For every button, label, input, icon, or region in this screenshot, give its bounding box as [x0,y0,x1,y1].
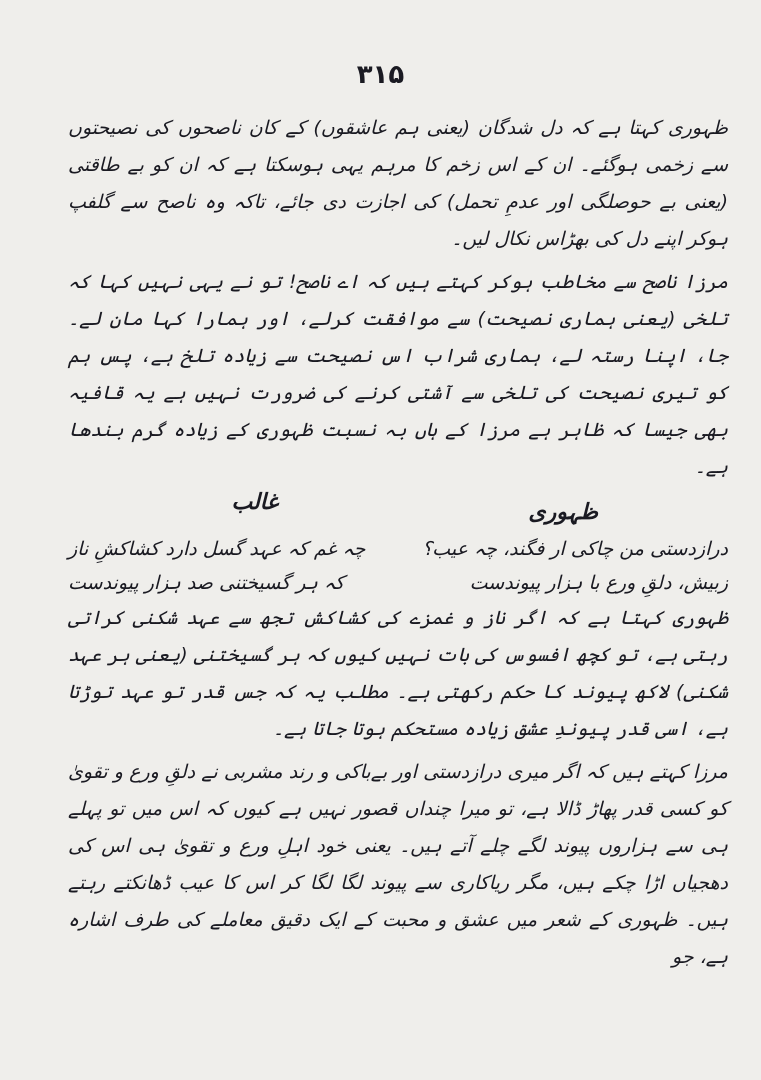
poet-headings [68,492,728,532]
verse-zuhuri: زبیش، دلقِ ورع با ہزار پیوندست [469,572,728,594]
verse-line [68,532,728,566]
paragraph: ظہوری کہتا ہے کہ اگر ناز و غمزے کی کشاکش تجھ سے عہد شکنی کراتی رہتی ہے، تو کچھ افسوس کی بات نہیں کیوں کہ ہر گسیختنی (یعنی ہر عہد شکنی) لاکھ پیوند کا حکم رکھتی ہے۔ مطلب یہ کہ جس قدر تو عہد توڑتا ہے، اسی قدر پیوندِ عشق زیادہ مستحکم ہوتا جاتا ہے۔ [68,607,728,740]
page-number: ۳۱۵ [356,60,405,90]
verse-line [68,566,728,600]
verse-ghalib: چہ غم کہ عہد گسل دارد کشاکشِ ناز [68,538,366,560]
verse-ghalib: کہ ہر گسیختنی صد ہزار پیوندست [68,572,345,594]
heading-zuhuri: ظہوری [528,500,598,525]
page-body [68,110,728,982]
paragraph: ظہوری کہتا ہے کہ دل شدگان (یعنی ہم عاشقوں) کے کان ناصحوں کی نصیحتوں سے زخمی ہوگئے۔ ان کے اس زخم کا مرہم یہی ہوسکتا ہے کہ ان کو بے طاقتی (یعنی بے حوصلگی اور عدمِ تحمل) کی اجازت دی جائے، تاکہ وہ ناصح سے گلفپ ہوکر اپنے دل کی بھڑاس نکال لیں۔ [68,117,728,250]
paragraph: مرزا کہتے ہیں کہ اگر میری درازدستی اور بےباکی و رند مشربی نے دلقِ ورع و تقویٰ کو کسی قدر پھاڑ ڈالا ہے، تو میرا چنداں قصور نہیں ہے کیوں کہ اس میں تو پہلے ہی سے ہزاروں پیوند لگے چلے آتے ہیں۔ یعنی خود اہلِ ورع و تقویٰ ہی اس کی دھجیاں اڑا چکے ہیں، مگر ریاکاری سے پیوند لگا لگا کر اس کا عیب ڈھانکتے رہتے ہیں۔ ظہوری کے شعر میں عشق و محبت کے ایک دقیق معاملے کی طرف اشارہ ہے، جو [68,761,728,968]
heading-ghalib: غالب [231,490,278,515]
verse-zuhuri: درازدستی من چاکی ار فگند، چہ عیب؟ [422,538,728,560]
paragraph: مرزا ناصح سے مخاطب ہوکر کہتے ہیں کہ اے ناصح! تو نے یہی نہیں کہا کہ تلخی (یعنی ہماری نصیحت) سے موافقت کرلے، اور ہمارا کہا مان لے۔ جا، اپنا رستہ لے، ہماری شراب اس نصیحت سے زیادہ تلخ ہے، پس ہم کو تیری نصیحت کی تلخی سے آشتی کرنے کی ضرورت نہیں ہے یہ قافیہ بھی جیسا کہ ظاہر ہے مرزا کے ہاں بہ نسبت ظہوری کے زیادہ گرم بندھا ہے۔ [68,271,728,478]
